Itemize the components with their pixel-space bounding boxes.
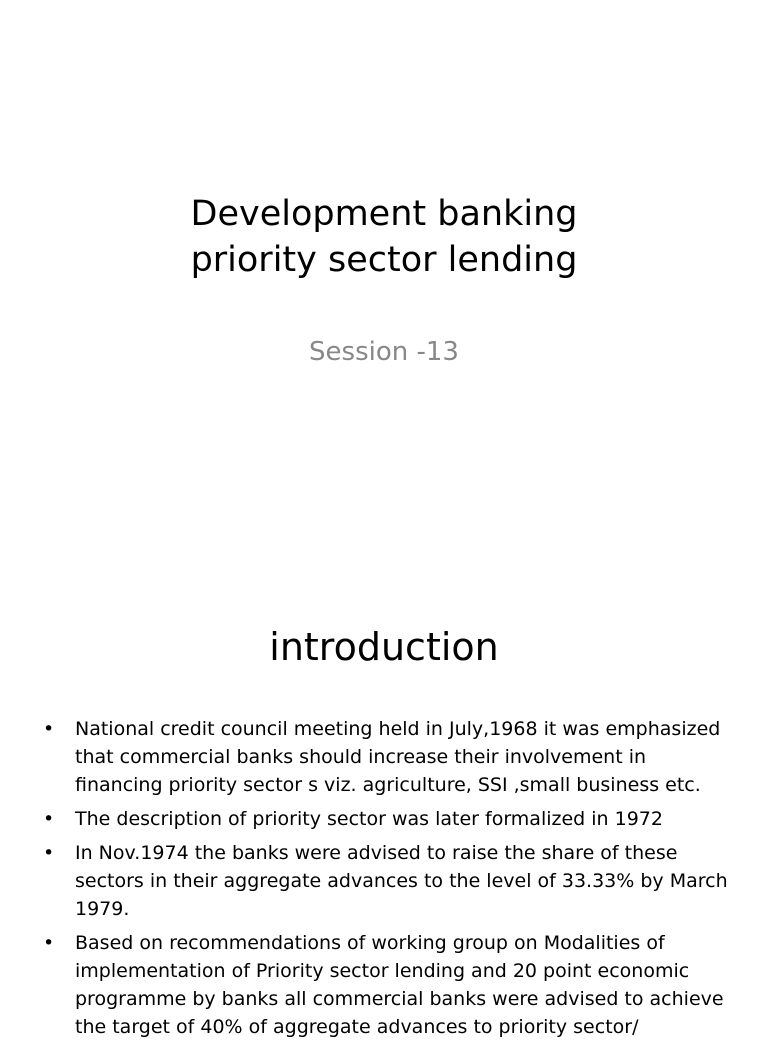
- bullet-text: Based on recommendations of working group on Modalities of implementation of Priority sector lending and 20 point economic programme by banks all commercial banks were advised to achieve the target of 40% of aggregate advances to priority sector/: [75, 932, 724, 1038]
- bullet-item: [43, 805, 733, 833]
- bullet-dot-icon: •: [43, 718, 55, 740]
- bullet-text: The description of priority sector was later formalized in 1972: [75, 808, 663, 830]
- bullet-dot-icon: •: [43, 932, 55, 954]
- bullet-text: In Nov.1974 the banks were advised to raise the share of these sectors in their aggregate advances to the level of 33.33% by March 1979.: [75, 842, 728, 920]
- bullet-item: [43, 715, 733, 799]
- title-line-2: priority sector lending: [190, 240, 578, 280]
- slide-title: [0, 191, 768, 283]
- bullet-dot-icon: •: [43, 842, 55, 864]
- title-line-1: Development banking: [190, 194, 578, 234]
- bullet-item: [43, 839, 733, 923]
- slide-subtitle: Session -13: [309, 337, 459, 367]
- introduction-slide: [0, 576, 768, 1038]
- bullet-text: National credit council meeting held in July,1968 it was emphasized that commercial banks should increase their involvement in financing priority sector s viz. agriculture, SSI ,small business etc.: [75, 718, 721, 796]
- bullet-dot-icon: •: [43, 808, 55, 830]
- slide-heading: introduction: [269, 625, 499, 669]
- bullet-item: [43, 929, 733, 1041]
- bullet-list: [43, 715, 733, 1047]
